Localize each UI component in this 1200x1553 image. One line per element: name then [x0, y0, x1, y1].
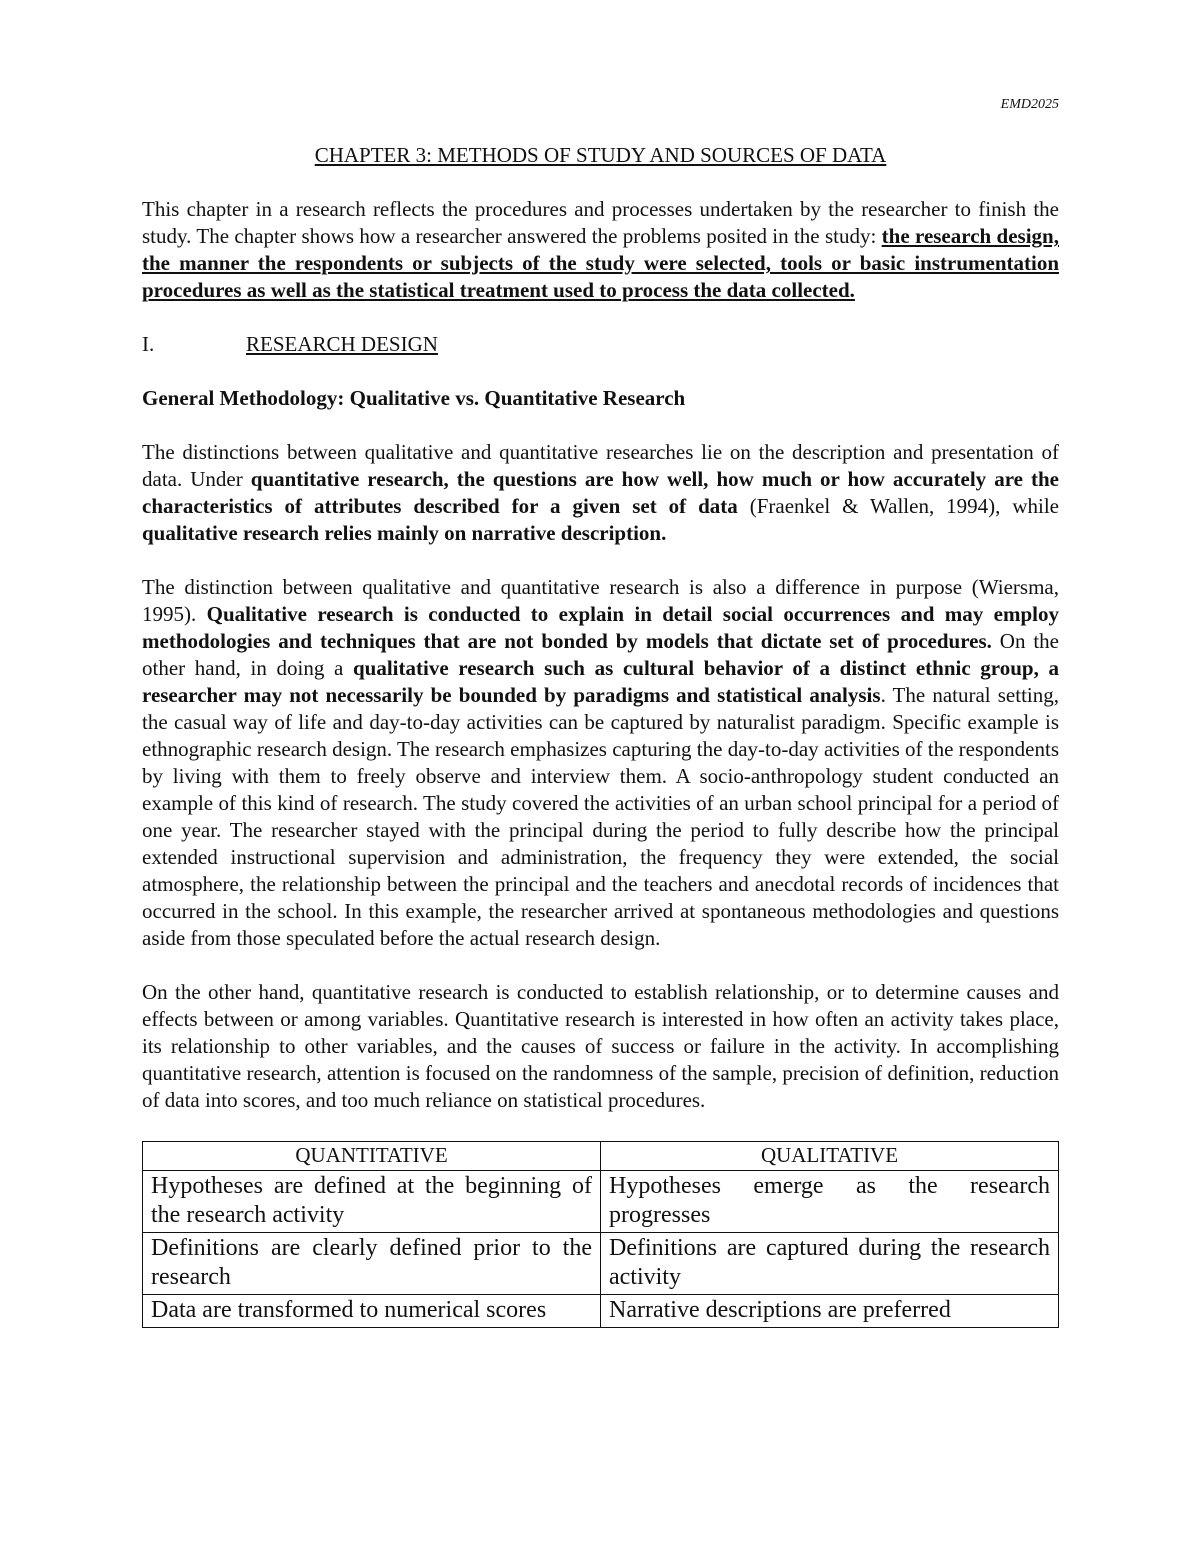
table-row [143, 1171, 1059, 1233]
paragraph-distinctions [142, 439, 1059, 547]
table-cell: Definitions are clearly defined prior to the research [143, 1233, 601, 1295]
para1-text-2: (Fraenkel & Wallen, 1994), while [737, 494, 1059, 518]
intro-text: This chapter in a research reflects the procedures and processes undertaken by the researcher to finish the study. The chapter shows how a researcher answered the problems posited in the study: [142, 197, 1059, 248]
comparison-table [142, 1141, 1059, 1328]
paragraph-purpose [142, 574, 1059, 952]
subheading: General Methodology: Qualitative vs. Quantitative Research [142, 386, 686, 410]
table-cell: Definitions are captured during the research activity [601, 1233, 1059, 1295]
para1-bold-1: quantitative research, the questions are how well, how much or how accurately are the characteristics of attributes described for a given set of data [142, 467, 1059, 518]
table-row [143, 1295, 1059, 1328]
chapter-title: CHAPTER 3: METHODS OF STUDY AND SOURCES OF DATA [314, 143, 887, 167]
para2-bold-2: qualitative research such as cultural behavior of a distinct ethnic group, a researcher may not necessarily be bounded by paradigms and statistical analysis [142, 656, 1059, 707]
para2-text-3: . The natural setting, the casual way of life and day-to-day activities can be captured by naturalist paradigm. Specific example is ethnographic research design. The research emphasizes capturing the day-to-day activities of the respondents by living with them to freely observe and interview them. A socio-anthropology student conducted an example of this kind of research. The study covered the activities of an urban school principal for a period of one year. The researcher stayed with the principal during the period to fully describe how the principal extended instructional supervision and administration, the frequency they were extended, the social atmosphere, the relationship between the principal and the teachers and anecdotal records of incidences that occurred in the school. In this example, the researcher arrived at spontaneous methodologies and questions aside from those speculated before the actual research design. [142, 683, 1059, 950]
table-cell: Narrative descriptions are preferred [601, 1295, 1059, 1328]
para2-text-1: The distinction between qualitative and quantitative research is also a difference in purpose (Wiersma, 1995). [142, 575, 1059, 626]
document-page [142, 96, 1059, 1328]
document-code: EMD2025 [1000, 97, 1059, 112]
table-header-qualitative: QUALITATIVE [601, 1142, 1059, 1171]
intro-emphasis: the research design, the manner the respondents or subjects of the study were selected, tools or basic instrumentation procedures as well as the statistical treatment used to process the data collected. [142, 224, 1059, 302]
table-cell: Hypotheses are defined at the beginning of the research activity [143, 1171, 601, 1233]
para2-text-2: On the other hand, in doing a [142, 629, 1059, 680]
paragraph-quantitative: On the other hand, quantitative research is conducted to establish relationship, or to determine causes and effects between or among variables. Quantitative research is interested in how often an activity takes place, its relationship to other variables, and the causes of success or failure in the activity. In accomplishing quantitative research, attention is focused on the randomness of the sample, precision of definition, reduction of data into scores, and too much reliance on statistical procedures. [142, 980, 1059, 1112]
intro-paragraph [142, 196, 1059, 304]
table-cell: Data are transformed to numerical scores [143, 1295, 601, 1328]
section-heading [142, 331, 1059, 358]
para2-bold-1: Qualitative research is conducted to explain in detail social occurrences and may employ methodologies and techniques that are not bonded by models that dictate set of procedures. [142, 602, 1059, 653]
table-header-row [143, 1142, 1059, 1171]
section-title: RESEARCH DESIGN [246, 332, 438, 356]
section-number: I. [142, 332, 155, 356]
table-header-quantitative: QUANTITATIVE [143, 1142, 601, 1171]
table-row [143, 1233, 1059, 1295]
table-cell: Hypotheses emerge as the research progresses [601, 1171, 1059, 1233]
para1-text-1: The distinctions between qualitative and quantitative researches lie on the description and presentation of data. Under [142, 440, 1059, 491]
para1-bold-2: qualitative research relies mainly on narrative description. [142, 521, 667, 545]
